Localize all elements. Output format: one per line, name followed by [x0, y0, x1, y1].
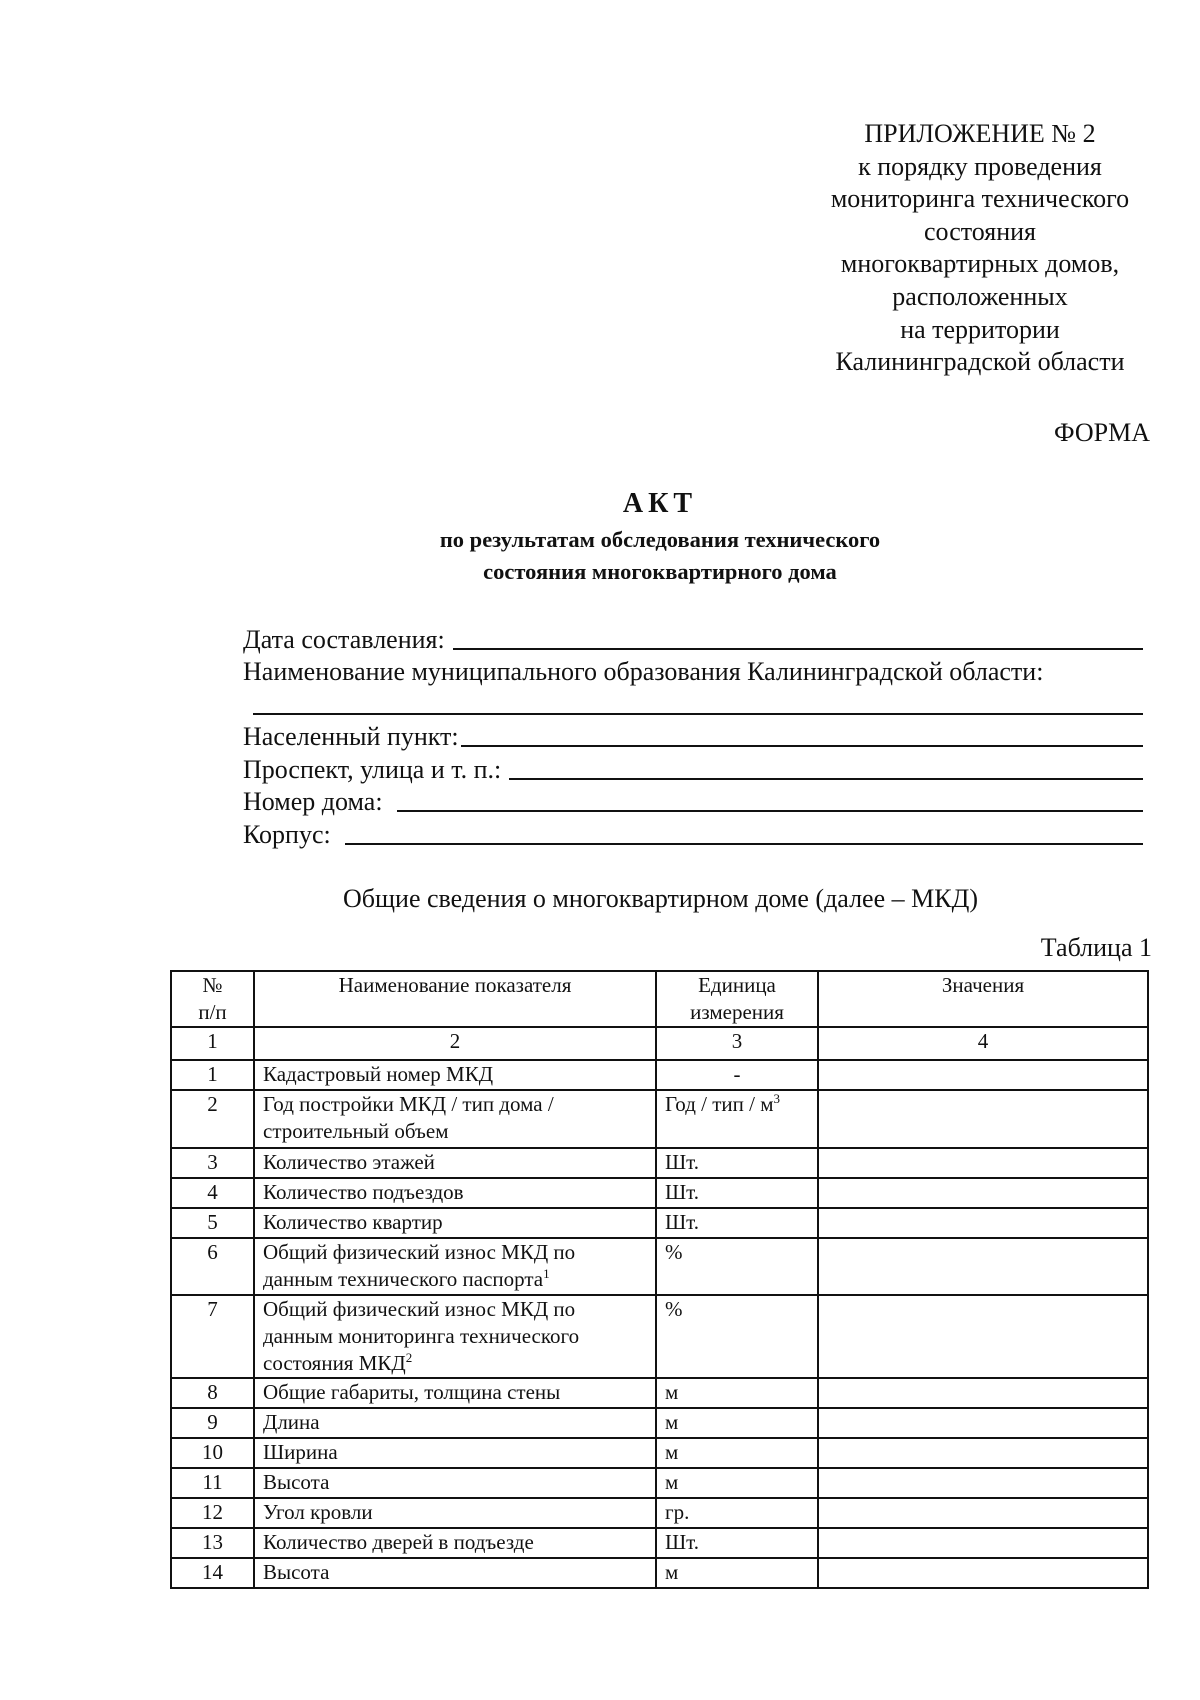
- column-number-row: [171, 1027, 1148, 1060]
- footnote-marker: 1: [543, 1266, 550, 1281]
- row-value[interactable]: [818, 1498, 1148, 1528]
- appendix-line: на территории: [900, 314, 1060, 344]
- row-value[interactable]: [818, 1468, 1148, 1498]
- column-number: 4: [818, 1027, 1148, 1060]
- table-label: Таблица 1: [1040, 933, 1152, 962]
- header-unit-line: Единица: [698, 973, 776, 997]
- row-name: Количество квартир: [254, 1208, 656, 1238]
- row-num: 7: [171, 1295, 254, 1378]
- row-value[interactable]: [818, 1438, 1148, 1468]
- table-row: [171, 1090, 1148, 1148]
- act-subtitle-line: состояния многоквартирного дома: [483, 559, 837, 584]
- row-value[interactable]: [818, 1178, 1148, 1208]
- house-number-field-label: Номер дома:: [243, 787, 383, 816]
- row-value[interactable]: [818, 1090, 1148, 1148]
- appendix-block: [800, 118, 1160, 379]
- row-name: [254, 1238, 656, 1295]
- settlement-field-label: Населенный пункт:: [243, 722, 459, 751]
- table-row: [171, 1208, 1148, 1238]
- building-info-table: [170, 970, 1149, 1589]
- section-caption: Общие сведения о многоквартирном доме (далее – МКД): [343, 884, 978, 913]
- row-value[interactable]: [818, 1295, 1148, 1378]
- column-number: 3: [656, 1027, 818, 1060]
- row-value[interactable]: [818, 1060, 1148, 1090]
- row-unit: Шт.: [656, 1208, 818, 1238]
- row-num: 8: [171, 1378, 254, 1408]
- table-row: [171, 1238, 1148, 1295]
- row-name: Кадастровый номер МКД: [254, 1060, 656, 1090]
- column-number: 1: [171, 1027, 254, 1060]
- row-unit: %: [656, 1295, 818, 1378]
- row-value[interactable]: [818, 1148, 1148, 1178]
- row-value[interactable]: [818, 1558, 1148, 1588]
- street-field-label: Проспект, улица и т. п.:: [243, 754, 502, 784]
- row-name: [254, 1295, 656, 1378]
- row-unit: м: [656, 1378, 818, 1408]
- row-num: 5: [171, 1208, 254, 1238]
- row-num: 11: [171, 1468, 254, 1498]
- column-number: 2: [254, 1027, 656, 1060]
- row-num: 4: [171, 1178, 254, 1208]
- row-value[interactable]: [818, 1208, 1148, 1238]
- house-number-field: [243, 785, 1143, 818]
- building-field: [243, 817, 1143, 850]
- row-name: Ширина: [254, 1438, 656, 1468]
- row-unit: м: [656, 1558, 818, 1588]
- row-unit: [656, 1090, 818, 1148]
- row-name: Количество этажей: [254, 1148, 656, 1178]
- row-value[interactable]: [818, 1378, 1148, 1408]
- footnote-marker: 2: [405, 1350, 413, 1365]
- row-unit: гр.: [656, 1498, 818, 1528]
- header-num: [171, 971, 254, 1027]
- row-unit: Шт.: [656, 1528, 818, 1558]
- row-name-text: Общий физический износ МКД по данным мониторинга технического состояния МКД: [263, 1297, 580, 1375]
- table-header-row: [171, 971, 1148, 1027]
- table-row: [171, 1408, 1148, 1438]
- table-row: [171, 1528, 1148, 1558]
- row-unit: м: [656, 1408, 818, 1438]
- appendix-line: состояния: [924, 216, 1036, 246]
- act-subtitle-line: по результатам обследования технического: [439, 527, 881, 552]
- appendix-line: ПРИЛОЖЕНИЕ № 2: [864, 119, 1096, 148]
- table-row: [171, 1178, 1148, 1208]
- row-num: 3: [171, 1148, 254, 1178]
- municipality-field: [243, 655, 1143, 688]
- row-value[interactable]: [818, 1528, 1148, 1558]
- header-unit-line: измерения: [690, 1000, 784, 1024]
- table-row: [171, 1468, 1148, 1498]
- row-unit: м: [656, 1468, 818, 1498]
- appendix-line: расположенных: [892, 281, 1068, 311]
- date-field: [243, 622, 1143, 655]
- municipality-blank-line[interactable]: [253, 713, 1143, 715]
- table-row: [171, 1498, 1148, 1528]
- appendix-line: мониторинга технического: [830, 184, 1130, 214]
- municipality-blank-row: [243, 687, 1143, 720]
- header-name: Наименование показателя: [254, 971, 656, 1027]
- row-name: Общие габариты, толщина стены: [254, 1378, 656, 1408]
- table-row: [171, 1295, 1148, 1378]
- date-blank-line[interactable]: [453, 648, 1143, 650]
- row-unit: м: [656, 1438, 818, 1468]
- table-row: [171, 1558, 1148, 1588]
- house-number-blank-line[interactable]: [397, 810, 1143, 812]
- row-unit: %: [656, 1238, 818, 1295]
- street-field: [243, 752, 1143, 785]
- settlement-blank-line[interactable]: [461, 745, 1143, 747]
- form-label: ФОРМА: [1054, 418, 1150, 447]
- appendix-line: многоквартирных домов,: [840, 249, 1120, 279]
- row-name: Количество подъездов: [254, 1178, 656, 1208]
- row-name-text: Общий физический износ МКД по данным технического паспорта: [263, 1240, 576, 1291]
- row-name: Количество дверей в подъезде: [254, 1528, 656, 1558]
- row-value[interactable]: [818, 1408, 1148, 1438]
- row-num: 6: [171, 1238, 254, 1295]
- header-unit: [656, 971, 818, 1027]
- row-unit-text: Год / тип / м: [665, 1092, 774, 1116]
- settlement-field: [243, 720, 1143, 753]
- row-unit: -: [656, 1060, 818, 1090]
- municipality-field-label: Наименование муниципального образования Калининградской области:: [243, 657, 1044, 686]
- building-blank-line[interactable]: [345, 843, 1143, 845]
- appendix-line: к порядку проведения: [858, 151, 1102, 181]
- row-value[interactable]: [818, 1238, 1148, 1295]
- date-field-label: Дата составления:: [243, 624, 445, 654]
- table-row: [171, 1378, 1148, 1408]
- table-row: [171, 1438, 1148, 1468]
- row-num: 9: [171, 1408, 254, 1438]
- row-name: Высота: [254, 1558, 656, 1588]
- header-num-line: п/п: [198, 1000, 227, 1024]
- header-value: Значения: [818, 971, 1148, 1027]
- row-unit-superscript: 3: [773, 1091, 780, 1106]
- table-row: [171, 1060, 1148, 1090]
- row-name: Год постройки МКД / тип дома / строительный объем: [254, 1090, 656, 1148]
- street-blank-line[interactable]: [509, 778, 1143, 780]
- row-name: Высота: [254, 1468, 656, 1498]
- act-subtitle: [330, 524, 990, 588]
- act-title: АКТ: [622, 488, 698, 519]
- form-fields: [243, 622, 1143, 850]
- row-num: 1: [171, 1060, 254, 1090]
- row-name: Угол кровли: [254, 1498, 656, 1528]
- row-num: 14: [171, 1558, 254, 1588]
- row-num: 12: [171, 1498, 254, 1528]
- row-num: 10: [171, 1438, 254, 1468]
- row-unit: Шт.: [656, 1148, 818, 1178]
- row-name: Длина: [254, 1408, 656, 1438]
- row-num: 13: [171, 1528, 254, 1558]
- building-field-label: Корпус:: [243, 819, 331, 849]
- header-num-line: №: [202, 973, 223, 997]
- appendix-line: Калининградской области: [835, 347, 1125, 377]
- table-row: [171, 1148, 1148, 1178]
- row-num: 2: [171, 1090, 254, 1148]
- row-unit: Шт.: [656, 1178, 818, 1208]
